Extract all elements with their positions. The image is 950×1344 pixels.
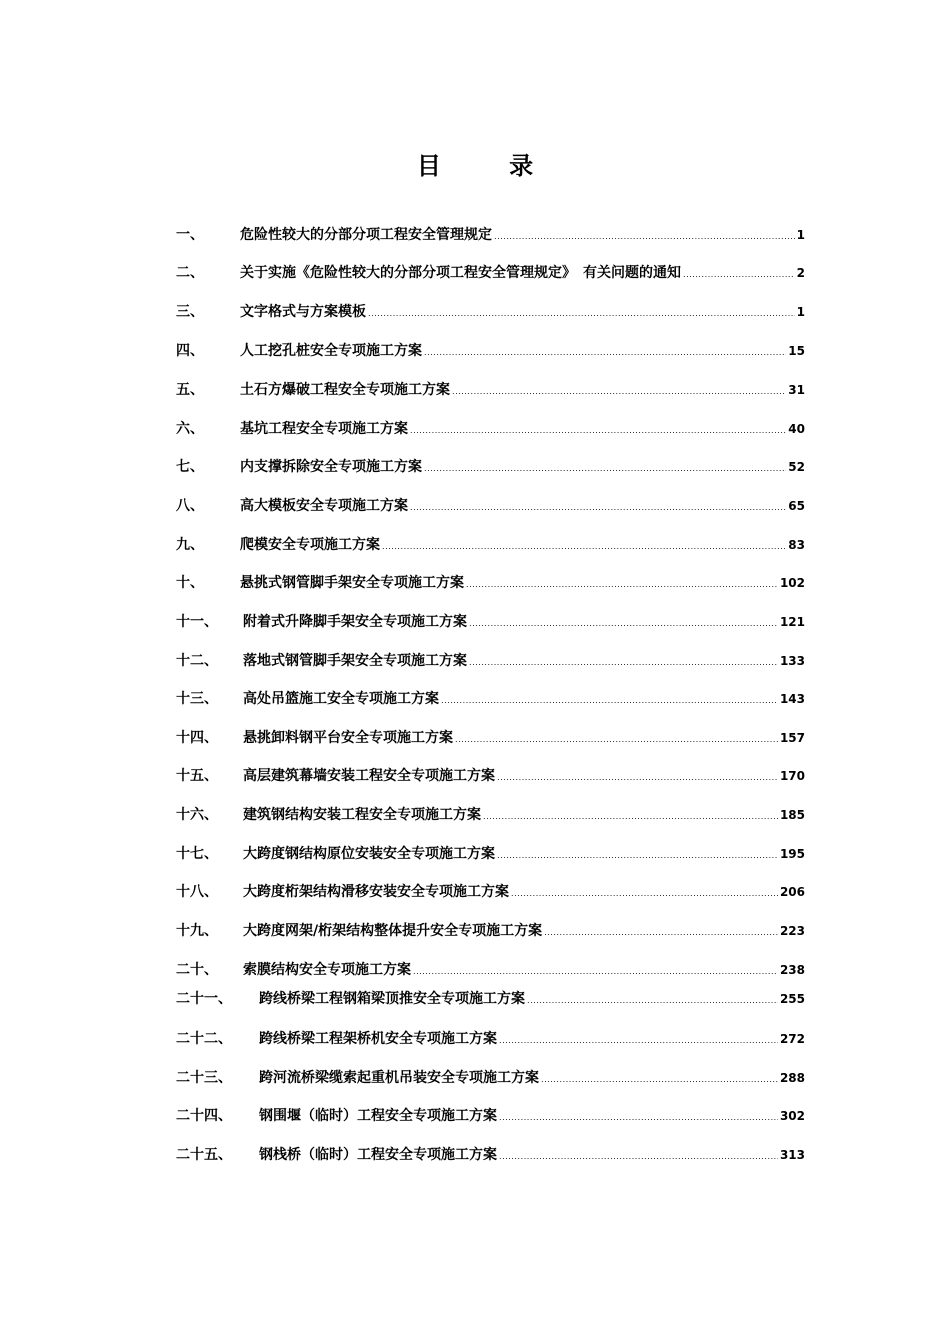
toc-dot-leader [410,501,786,515]
toc-dot-leader [469,617,778,631]
toc-entry-number: 二十二、 [176,1031,232,1047]
toc-entry[interactable] [176,1146,805,1164]
toc-entry[interactable] [176,342,805,360]
toc-dot-leader [683,268,795,282]
toc-entry-number: 三、 [176,304,204,320]
toc-dot-leader [455,733,778,747]
toc-entry-title: 高处吊篮施工安全专项施工方案 [243,691,439,707]
toc-entry-page-number: 302 [779,1109,805,1123]
toc-dot-leader [541,1073,778,1087]
page-title: 目 录 [416,152,564,180]
toc-entry-page-number: 143 [779,692,805,706]
toc-entry-title: 大跨度钢结构原位安装安全专项施工方案 [243,846,495,862]
toc-entry-number: 十六、 [176,807,218,823]
toc-entry-page-number: 1 [796,305,805,319]
toc-entry-title: 高大模板安全专项施工方案 [240,498,408,514]
toc-dot-leader [527,994,778,1008]
toc-entry-page-number: 31 [788,383,805,397]
toc-entry-page-number: 238 [779,963,805,977]
toc-entry-page-number: 223 [779,924,805,938]
toc-entry[interactable] [176,922,805,940]
toc-entry-page-number: 15 [788,344,805,358]
toc-entry-page-number: 313 [779,1148,805,1162]
toc-entry-title: 人工挖孔桩安全专项施工方案 [240,343,422,359]
toc-entry-number: 二十五、 [176,1147,232,1163]
toc-entry-title: 危险性较大的分部分项工程安全管理规定 [240,227,492,243]
toc-dot-leader [483,810,778,824]
toc-entry[interactable] [176,613,805,631]
toc-entry[interactable] [176,690,805,708]
toc-entry-number: 二、 [176,265,204,281]
toc-entry[interactable] [176,1069,805,1087]
toc-entry-title: 文字格式与方案模板 [240,304,366,320]
toc-entry[interactable] [176,574,805,592]
toc-entry[interactable] [176,497,805,515]
toc-entry-title: 钢围堰（临时）工程安全专项施工方案 [259,1108,497,1124]
toc-entry[interactable] [176,420,805,438]
toc-entry-number: 九、 [176,537,204,553]
toc-entry-title: 土石方爆破工程安全专项施工方案 [240,382,450,398]
toc-entry[interactable] [176,767,805,785]
toc-entry-title: 索膜结构安全专项施工方案 [243,962,411,978]
toc-entry-number: 十二、 [176,653,218,669]
toc-dot-leader [499,1034,778,1048]
toc-entry-page-number: 255 [779,992,805,1006]
toc-entry-number: 十九、 [176,923,218,939]
toc-entry-title: 落地式钢管脚手架安全专项施工方案 [243,653,467,669]
toc-dot-leader [413,965,778,979]
toc-entry[interactable] [176,1107,805,1125]
toc-entry-title: 内支撑拆除安全专项施工方案 [240,459,422,475]
toc-dot-leader [469,656,778,670]
toc-entry-page-number: 195 [779,847,805,861]
toc-entry[interactable] [176,381,805,399]
toc-entry-page-number: 133 [779,654,805,668]
toc-entry-number: 十四、 [176,730,218,746]
toc-entry-number: 五、 [176,382,204,398]
toc-entry-title: 关于实施《危险性较大的分部分项工程安全管理规定》 有关问题的通知 [240,265,681,281]
toc-dot-leader [497,771,778,785]
toc-entry-page-number: 40 [788,422,805,436]
toc-dot-leader [499,1150,778,1164]
toc-entry-title: 大跨度桁架结构滑移安装安全专项施工方案 [243,884,509,900]
toc-entry-page-number: 272 [779,1032,805,1046]
toc-entry-number: 四、 [176,343,204,359]
toc-dot-leader [497,849,778,863]
toc-dot-leader [466,578,778,592]
toc-entry-number: 二十、 [176,962,218,978]
toc-entry-page-number: 1 [796,228,805,242]
toc-dot-leader [441,694,778,708]
toc-entry-number: 六、 [176,421,204,437]
toc-entry-page-number: 2 [796,266,805,280]
toc-entry[interactable] [176,990,805,1008]
toc-entry[interactable] [176,961,805,979]
toc-entry-title: 爬模安全专项施工方案 [240,537,380,553]
toc-entry-title: 高层建筑幕墙安装工程安全专项施工方案 [243,768,495,784]
toc-dot-leader [494,230,795,244]
toc-entry-page-number: 121 [779,615,805,629]
toc-entry-title: 大跨度网架/桁架结构整体提升安全专项施工方案 [243,923,543,939]
toc-entry-number: 二十四、 [176,1108,232,1124]
toc-entry-number: 二十三、 [176,1070,232,1086]
toc-entry-page-number: 65 [788,499,805,513]
toc-entry-number: 十七、 [176,846,218,862]
toc-entry-page-number: 170 [779,769,805,783]
toc-entry-number: 十三、 [176,691,218,707]
toc-entry-number: 十、 [176,575,204,591]
toc-entry-number: 十五、 [176,768,218,784]
toc-entry-page-number: 288 [779,1071,805,1085]
toc-entry-title: 跨河流桥梁缆索起重机吊装安全专项施工方案 [259,1070,539,1086]
toc-entry[interactable] [176,845,805,863]
toc-entry-title: 悬挑卸料钢平台安全专项施工方案 [243,730,453,746]
toc-entry[interactable] [176,264,805,282]
toc-entry-title: 跨线桥梁工程钢箱梁顶推安全专项施工方案 [259,991,525,1007]
toc-entry-title: 附着式升降脚手架安全专项施工方案 [243,614,467,630]
toc-entry-page-number: 185 [779,808,805,822]
toc-entry-page-number: 206 [779,885,805,899]
toc-dot-leader [544,926,778,940]
toc-dot-leader [511,887,778,901]
toc-entry[interactable] [176,458,805,476]
toc-entry[interactable] [176,883,805,901]
toc-entry[interactable] [176,1030,805,1048]
toc-entry[interactable] [176,806,805,824]
toc-dot-leader [452,385,786,399]
toc-entry-number: 七、 [176,459,204,475]
toc-entry-title: 跨线桥梁工程架桥机安全专项施工方案 [259,1031,497,1047]
toc-entry-number: 十一、 [176,614,218,630]
toc-dot-leader [382,540,786,554]
toc-entry[interactable] [176,536,805,554]
toc-dot-leader [499,1111,778,1125]
toc-entry-title: 建筑钢结构安装工程安全专项施工方案 [243,807,481,823]
toc-entry-title: 基坑工程安全专项施工方案 [240,421,408,437]
toc-entry-number: 一、 [176,227,204,243]
toc-dot-leader [410,424,786,438]
toc-entry-page-number: 83 [788,538,805,552]
toc-dot-leader [424,462,786,476]
toc-entry[interactable] [176,303,805,321]
toc-dot-leader [424,346,786,360]
toc-entry[interactable] [176,226,805,244]
toc-entry-page-number: 52 [788,460,805,474]
toc-entry[interactable] [176,729,805,747]
toc-entry-title: 悬挑式钢管脚手架安全专项施工方案 [240,575,464,591]
toc-entry-number: 二十一、 [176,991,232,1007]
toc-entry-page-number: 102 [779,576,805,590]
toc-entry-number: 八、 [176,498,204,514]
toc-dot-leader [368,307,795,321]
toc-entry-page-number: 157 [779,731,805,745]
toc-entry[interactable] [176,652,805,670]
toc-entry-title: 钢栈桥（临时）工程安全专项施工方案 [259,1147,497,1163]
toc-entry-number: 十八、 [176,884,218,900]
